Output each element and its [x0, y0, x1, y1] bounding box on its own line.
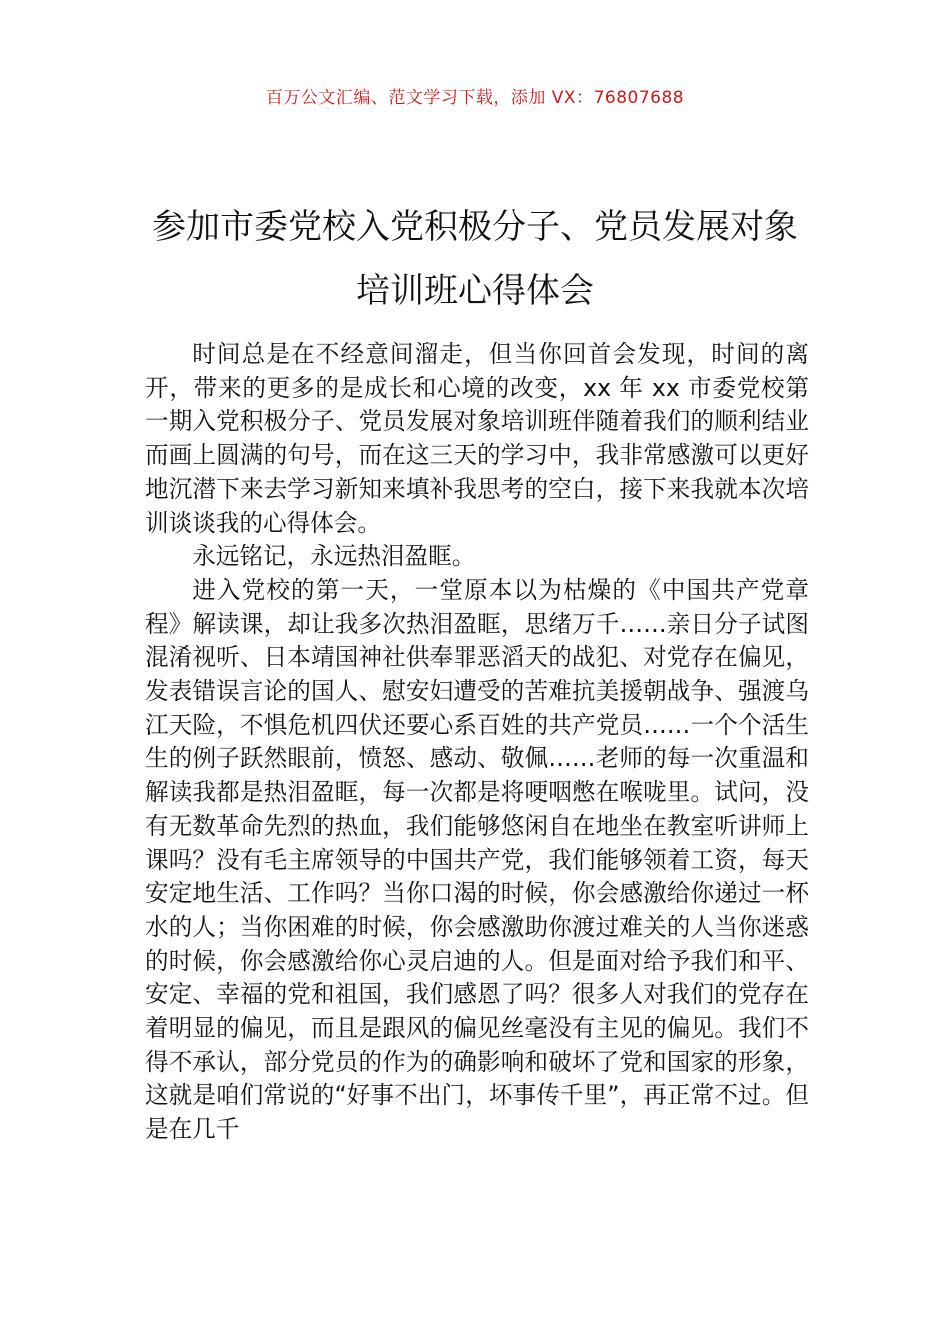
document-body	[145, 338, 809, 1147]
paragraph-subheading: 永远铭记，永远热泪盈眶。	[192, 542, 476, 571]
paragraph-intro: 时间总是在不经意间溜走，但当你回首会发现，时间的离开，带来的更多的是成长和心境的改变，xx 年 xx 市委党校第一期入党积极分子、党员发展对象培训班伴随着我们的顺利结业而画上圆满的句号，而在这三天的学习中，我非常感激可以更好地沉潜下来去学习新知来填补我思考的空白，接下来我就本次培训谈谈我的心得体会。	[145, 340, 809, 537]
document-title: 参加市委党校入党积极分子、党员发展对象培训班心得体会	[152, 206, 798, 311]
watermark-header: 百万公文汇编、范文学习下载，添加 VX：76807688	[265, 88, 685, 108]
paragraph-main: 进入党校的第一天，一堂原本以为枯燥的《中国共产党章程》解读课，却让我多次热泪盈眶，思绪万千……亲日分子试图混淆视听、日本靖国神社供奉罪恶滔天的战犯、对党存在偏见，发表错误言论的国人、慰安妇遭受的苦难抗美援朝战争、强渡乌江天险，不惧危机四伏还要心系百姓的共产党员……一个个活生生的例子跃然眼前，愤怒、感动、敬佩……老师的每一次重温和解读我都是热泪盈眶，每一次都是将哽咽憋在喉咙里。试问，没有无数革命先烈的热血，我们能够悠闲自在地坐在教室听讲师上课吗？没有毛主席领导的中国共产党，我们能够领着工资，每天安定地生活、工作吗？当你口渴的时候，你会感激给你递过一杯水的人；当你困难的时候，你会感激助你渡过难关的人当你迷惑的时候，你会感激给你心灵启迪的人。但是面对给予我们和平、安定、幸福的党和祖国，我们感恩了吗？很多人对我们的党存在着明显的偏见，而且是跟风的偏见丝毫没有主见的偏见。我们不得不承认，部分党员的作为的确影响和破坏了党和国家的形象，这就是咱们常说的“好事不出门，坏事传千里”，再正常不过。但是在几千	[145, 575, 809, 1144]
